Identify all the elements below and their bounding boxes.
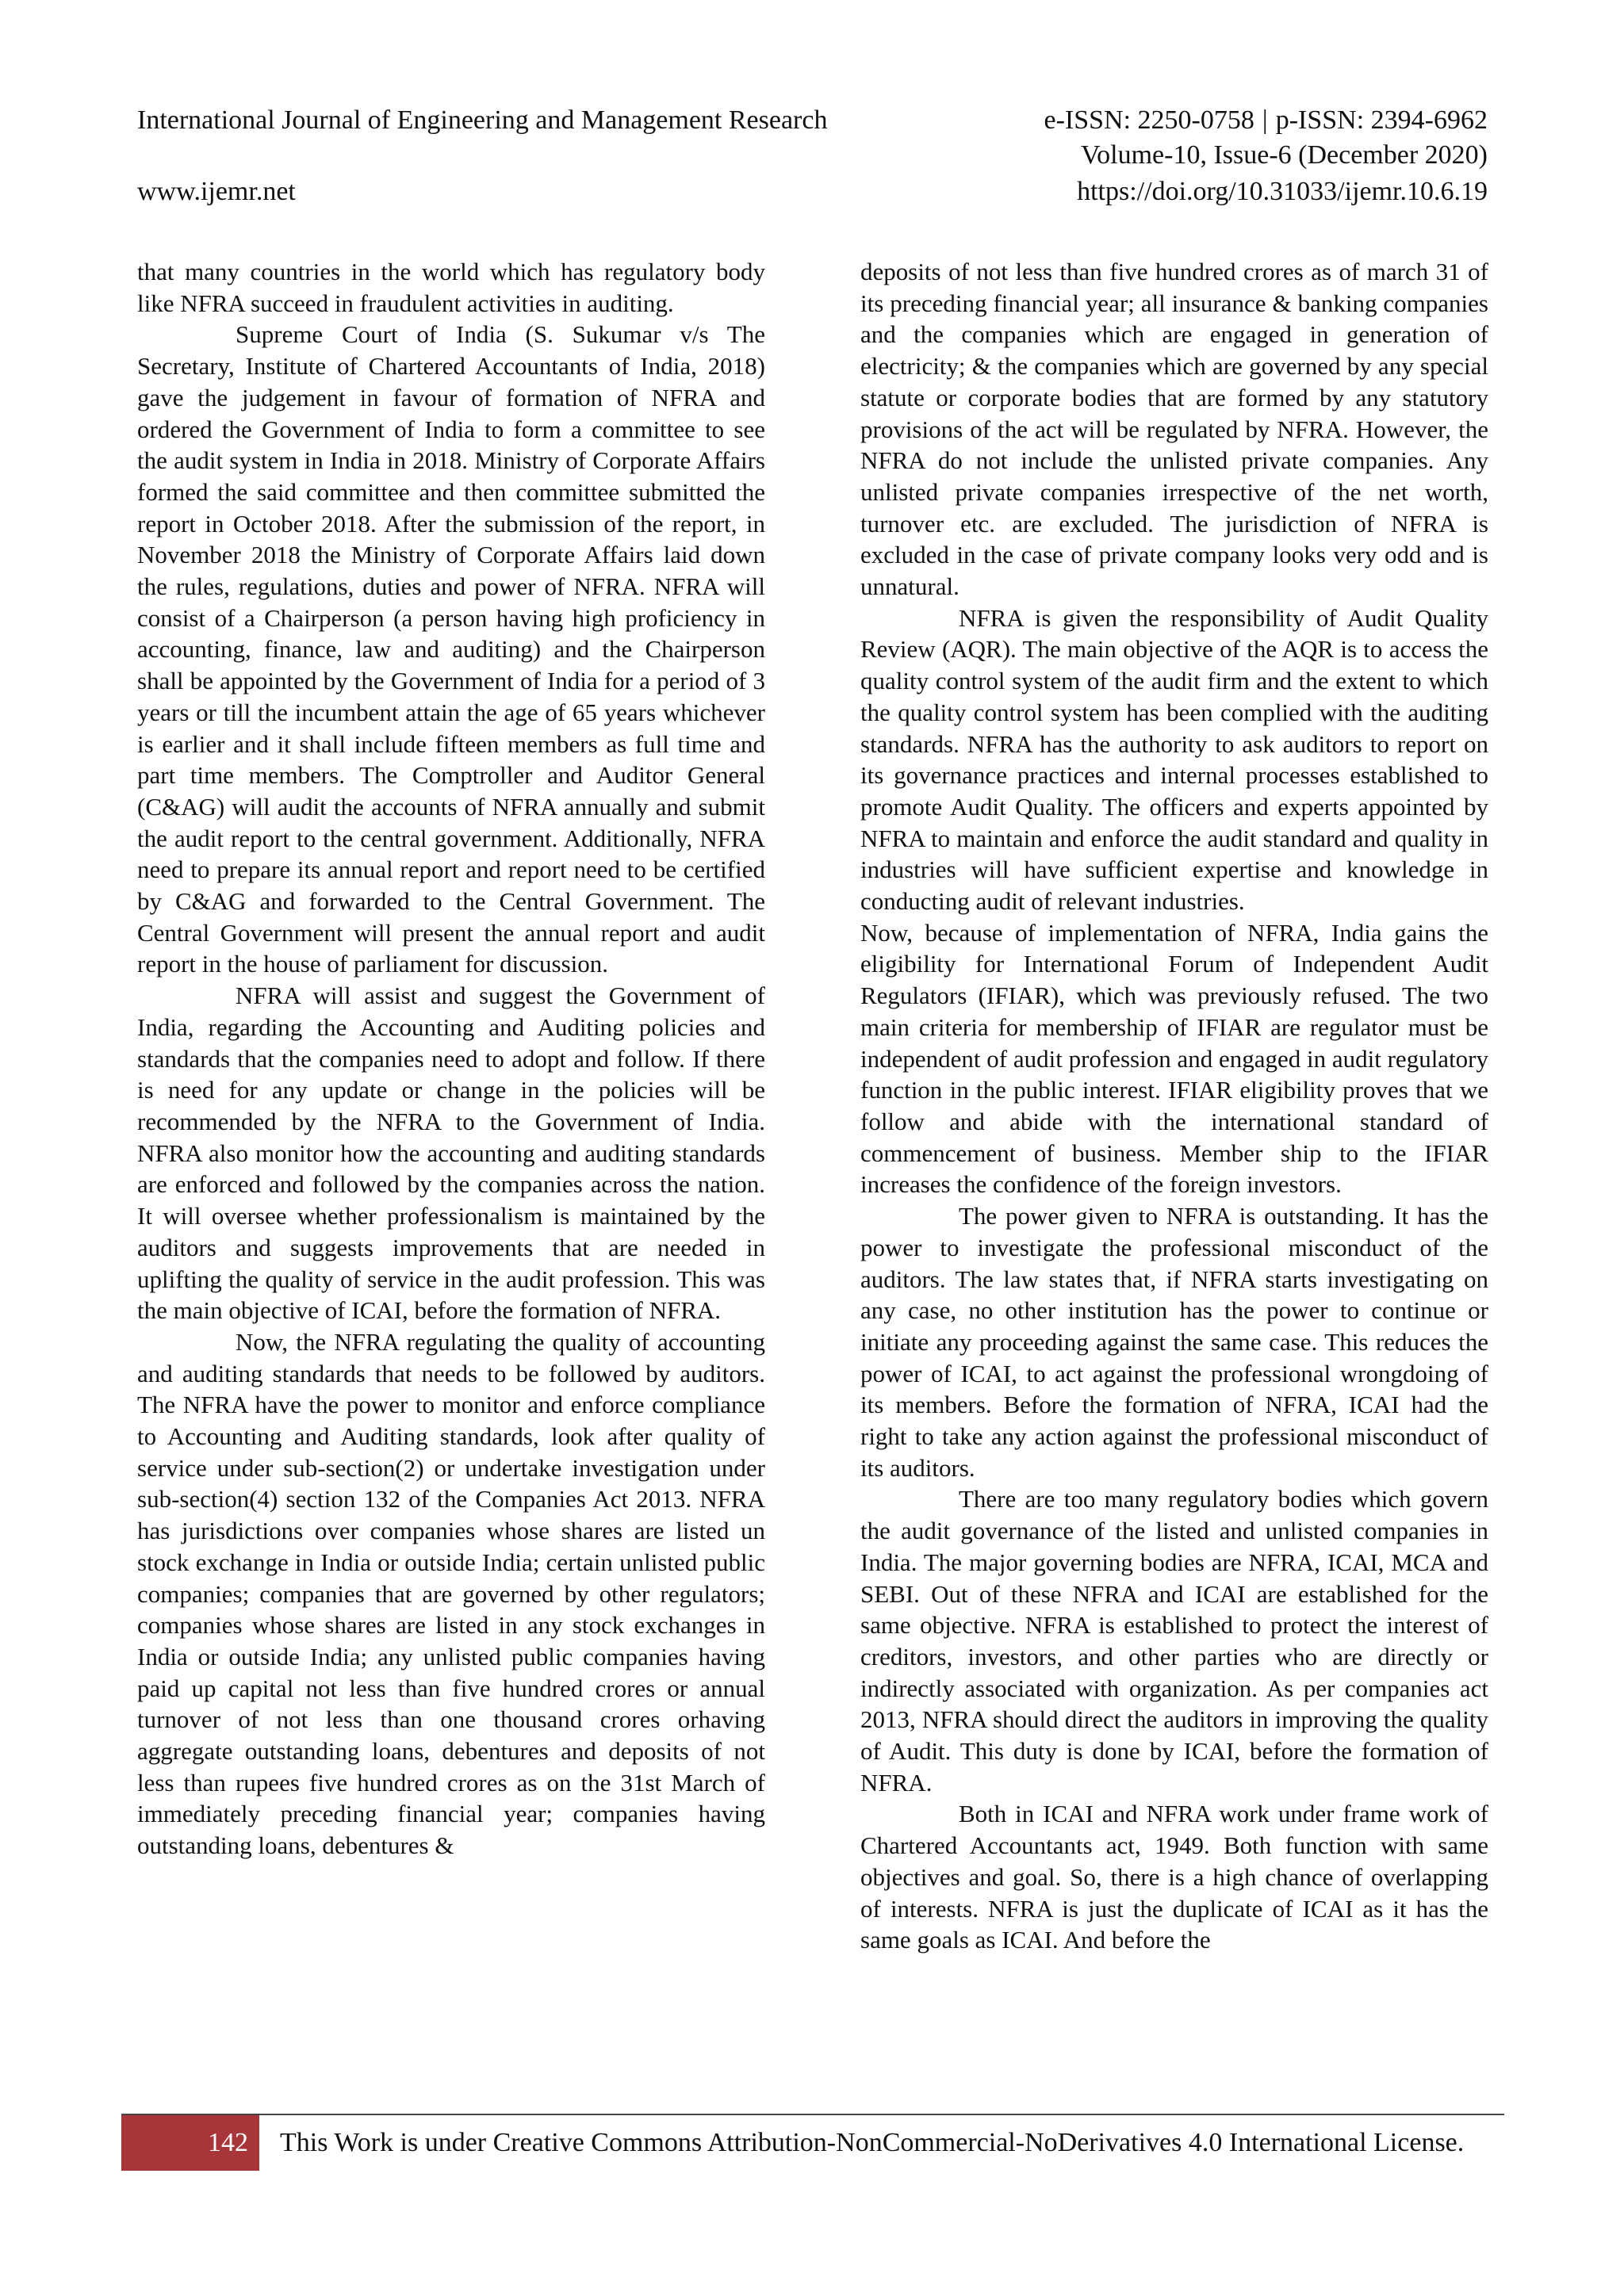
paragraph: Both in ICAI and NFRA work under frame work of Chartered Accountants act, 1949. Both function with same objectives and goal. So, there is a high chance of overlapping of interests. NFRA is just the duplicate of ICAI as it has the same goals as ICAI. And before the <box>860 1800 1488 1954</box>
paragraph: Now, because of implementation of NFRA, India gains the eligibility for International Forum of Independent Audit Regulators (IFIAR), which was previously refused. The two main criteria for membership of IFIAR are regulator must be independent of audit profession and engaged in audit regulatory function in the public interest. IFIAR eligibility proves that we follow and abide with the international standard of commencement of business. Member ship to the IFIAR increases the confidence of the foreign investors. <box>860 918 1488 1199</box>
paragraph: NFRA is given the responsibility of Audit Quality Review (AQR). The main objective of the AQR is to access the quality control system of the audit firm and the extent to which the quality control system has been complied with the auditing standards. NFRA has the authority to ask auditors to report on its governance practices and internal processes established to promote Audit Quality. The officers and experts appointed by NFRA to maintain and enforce the audit standard and quality in industries will have sufficient expertise and knowledge in conducting audit of relevant industries. <box>860 603 1488 916</box>
page-footer <box>121 2115 1504 2171</box>
doi-link[interactable]: https://doi.org/10.31033/ijemr.10.6.19 <box>1077 177 1488 206</box>
issn-line <box>1044 103 1488 138</box>
eissn: e-ISSN: 2250-0758 <box>1044 105 1254 135</box>
page-header <box>137 103 1488 209</box>
paragraph: Now, the NFRA regulating the quality of accounting and auditing standards that needs to be followed by auditors. The NFRA have the power to monitor and enforce compliance to Accounting and Auditing standards, look after quality of service under sub-section(2) or undertake investigation under sub-section(4) section 132 of the Companies Act 2013. NFRA has jurisdictions over companies whose shares are listed un stock exchange in India or outside India; certain unlisted public companies; companies that are governed by other regulators; companies whose shares are listed in any stock exchanges in India or outside India; any unlisted public companies having paid up capital not less than five hundred crores or annual turnover of not less than one thousand crores orhaving aggregate outstanding loans, debentures and deposits of not less than rupees five hundred crores as on the 31st March of immediately preceding financial year; companies having outstanding loans, debentures & <box>137 1327 765 1860</box>
pissn: p-ISSN: 2394-6962 <box>1275 105 1488 135</box>
header-row-3 <box>137 174 1488 209</box>
left-column <box>137 256 765 1862</box>
page-number: 142 <box>121 2115 259 2171</box>
paragraph: Supreme Court of India (S. Sukumar v/s The Secretary, Institute of Chartered Accountants of India, 2018) gave the judgement in favour of formation of NFRA and ordered the Government of India to form a committee to see the audit system in India in 2018. Ministry of Corporate Affairs formed the said committee and then committee submitted the report in October 2018. After the submission of the report, in November 2018 the Ministry of Corporate Affairs laid down the rules, regulations, duties and power of NFRA. NFRA will consist of a Chairperson (a person having high proficiency in accounting, finance, law and auditing) and the Chairperson shall be appointed by the Government of India for a period of 3 years or till the incumbent attain the age of 65 years whichever is earlier and it shall include fifteen members as full time and part time members. The Comptroller and Auditor General (C&AG) will audit the accounts of NFRA annually and submit the audit report to the central government. Additionally, NFRA need to prepare its annual report and report need to be certified by C&AG and forwarded to the Central Government. The Central Government will present the annual report and audit report in the house of parliament for discussion. <box>137 320 765 978</box>
header-row-2 <box>137 138 1488 173</box>
header-row-1 <box>137 103 1488 138</box>
license-text: This Work is under Creative Commons Attribution-NonCommercial-NoDerivatives 4.0 International License. <box>280 2128 1465 2157</box>
paragraph: NFRA will assist and suggest the Government of India, regarding the Accounting and Auditing policies and standards that the companies need to adopt and follow. If there is need for any update or change in the policies will be recommended by the NFRA to the Government of India. NFRA also monitor how the accounting and auditing standards are enforced and followed by the companies across the nation. It will oversee whether professionalism is maintained by the auditors and suggests improvements that are needed in uplifting the quality of service in the audit profession. This was the main objective of ICAI, before the formation of NFRA. <box>137 982 765 1325</box>
paragraph: deposits of not less than five hundred crores as of march 31 of its preceding financial year; all insurance & banking companies and the companies which are engaged in generation of electricity; & the companies which are governed by any special statute or corporate bodies that are formed by any statutory provisions of the act will be regulated by NFRA. However, the NFRA do not include the unlisted private companies. Any unlisted private companies irrespective of the net worth, turnover etc. are excluded. The jurisdiction of NFRA is excluded in the case of private company looks very odd and is unnatural. <box>860 258 1488 601</box>
journal-title: International Journal of Engineering and Management Research <box>137 105 828 135</box>
website-link[interactable]: www.ijemr.net <box>137 177 296 206</box>
volume-issue: Volume-10, Issue-6 (December 2020) <box>1080 140 1488 170</box>
right-column <box>860 256 1488 1956</box>
paragraph: that many countries in the world which has regulatory body like NFRA succeed in fraudulent activities in auditing. <box>137 258 765 317</box>
issn-separator: | <box>1262 105 1268 135</box>
paragraph: The power given to NFRA is outstanding. It has the power to investigate the professional misconduct of the auditors. The law states that, if NFRA starts investigating on any case, no other institution has the power to continue or initiate any proceeding against the same case. This reduces the power of ICAI, to act against the professional wrongdoing of its members. Before the formation of NFRA, ICAI had the right to take any action against the professional misconduct of its auditors. <box>860 1202 1488 1482</box>
paragraph: There are too many regulatory bodies which govern the audit governance of the listed and unlisted companies in India. The major governing bodies are NFRA, ICAI, MCA and SEBI. Out of these NFRA and ICAI are established for the same objective. NFRA is established to protect the interest of creditors, investors, and other parties who are directly or indirectly associated with organization. As per companies act 2013, NFRA should direct the auditors in improving the quality of Audit. This duty is done by ICAI, before the formation of NFRA. <box>860 1485 1488 1797</box>
